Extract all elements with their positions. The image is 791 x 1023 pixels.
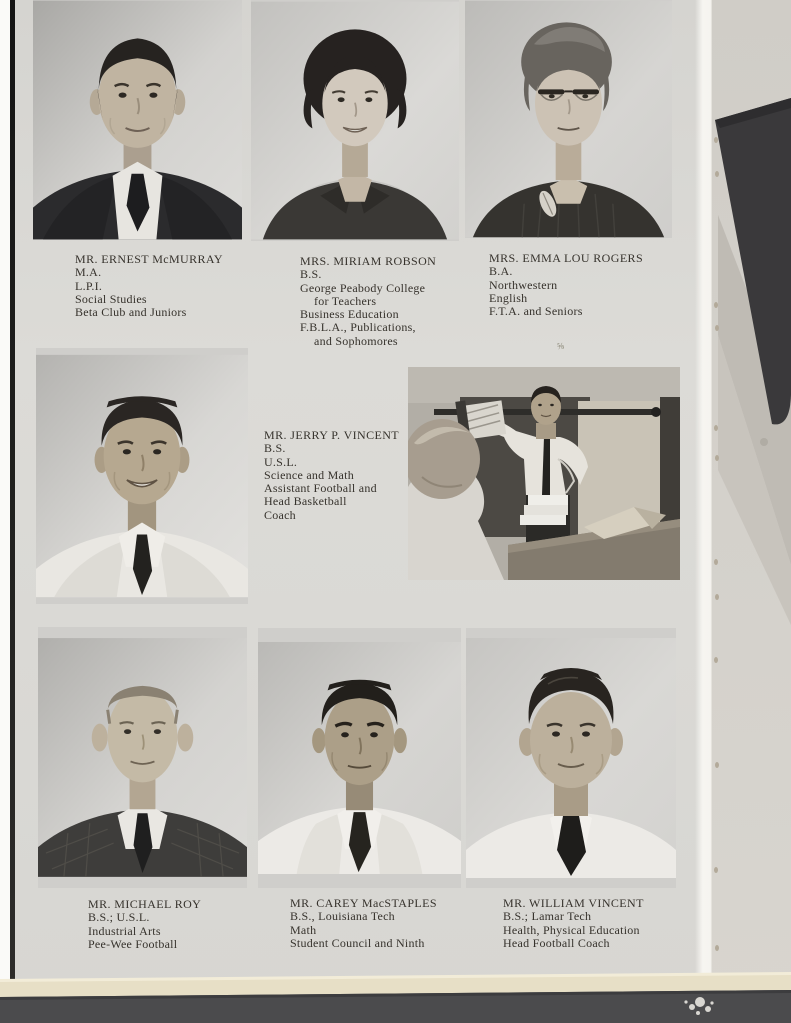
- faculty-name: MR. MICHAEL ROY: [88, 897, 202, 911]
- credential-line: L.P.I.: [75, 278, 103, 293]
- book-spine-line: [10, 0, 15, 990]
- caption-rogers: [489, 252, 643, 318]
- credential-line: for Teachers: [314, 293, 377, 308]
- caption-mcmurray: [75, 253, 223, 319]
- credential-line: Pee-Wee Football: [88, 936, 178, 951]
- portrait-photo-macstaples: [258, 628, 461, 888]
- caption-macstaples: [290, 897, 437, 950]
- credential-line: Health, Physical Education: [503, 922, 640, 937]
- credential-line: B.S.: [264, 441, 286, 456]
- credential-line: Northwestern: [489, 277, 558, 292]
- faculty-name: MRS. MIRIAM ROBSON: [300, 254, 437, 268]
- portrait-photo-robson: [251, 0, 459, 241]
- credential-line: B.A.: [489, 264, 513, 279]
- credential-line: Science and Math: [264, 467, 354, 482]
- credential-line: Business Education: [300, 307, 399, 322]
- caption-william-vincent: [503, 897, 644, 950]
- credential-line: Industrial Arts: [88, 923, 161, 938]
- credential-line: Coach: [264, 507, 296, 522]
- portrait-photo-roy: [38, 627, 247, 888]
- bottom-scan-band: [0, 955, 791, 1023]
- credential-line: B.S., Louisiana Tech: [290, 909, 395, 924]
- credential-line: Student Council and Ninth: [290, 935, 425, 950]
- credential-line: U.S.L.: [264, 454, 298, 469]
- portrait-photo-william-vincent: [466, 628, 676, 888]
- right-scan-margin: [712, 0, 791, 1023]
- credential-line: Beta Club and Juniors: [75, 305, 187, 320]
- caption-robson: [300, 255, 436, 348]
- credential-line: Math: [290, 922, 317, 937]
- print-artifact-mark: ⅝: [556, 340, 565, 352]
- faculty-name: MR. JERRY P. VINCENT: [264, 428, 400, 442]
- faculty-name: MR. CAREY MacSTAPLES: [290, 896, 437, 910]
- credential-line: Head Football Coach: [503, 935, 610, 950]
- credential-line: M.A.: [75, 265, 102, 280]
- credential-line: B.S.; Lamar Tech: [503, 909, 592, 924]
- left-scan-margin: [0, 0, 10, 1023]
- credential-line: Assistant Football and: [264, 481, 377, 496]
- faculty-name: MRS. EMMA LOU ROGERS: [489, 251, 644, 265]
- credential-line: George Peabody College: [300, 280, 426, 295]
- credential-line: F.B.L.A., Publications,: [300, 320, 416, 335]
- credential-line: F.T.A. and Seniors: [489, 304, 583, 319]
- portrait-photo-jerry-vincent: [36, 348, 248, 604]
- credential-line: Head Basketball: [264, 494, 347, 509]
- classroom-photo: [408, 367, 680, 580]
- credential-line: and Sophomores: [314, 333, 398, 348]
- faculty-name: MR. WILLIAM VINCENT: [503, 896, 644, 910]
- credential-line: B.S.: [300, 267, 322, 282]
- faculty-name: MR. ERNEST McMURRAY: [75, 252, 223, 266]
- credential-line: English: [489, 290, 528, 305]
- credential-line: B.S.; U.S.L.: [88, 910, 150, 925]
- credential-line: Social Studies: [75, 291, 147, 306]
- caption-jerry-vincent: [264, 429, 399, 522]
- portrait-photo-mcmurray: [33, 0, 242, 240]
- portrait-photo-rogers: [465, 0, 672, 238]
- caption-roy: [88, 898, 201, 951]
